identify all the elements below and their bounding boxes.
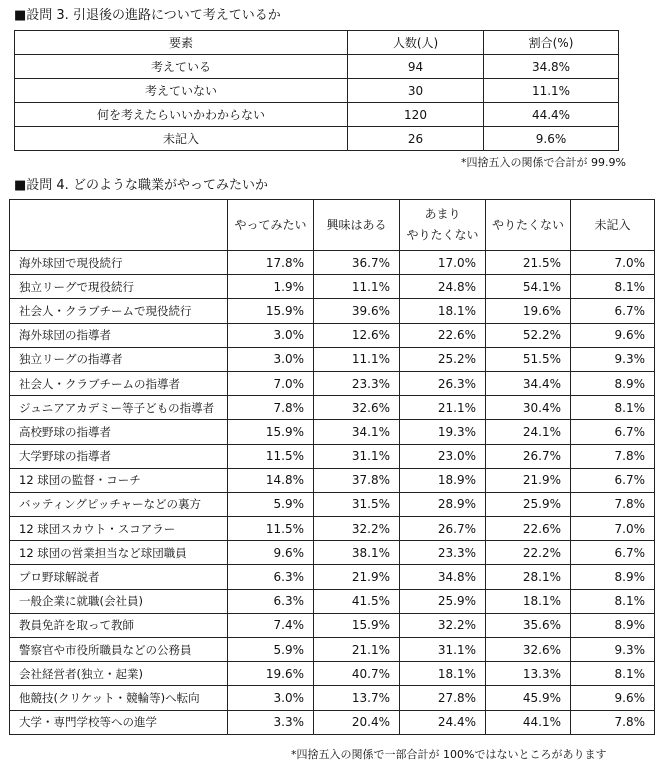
row-label: 大学・専門学校等への進学 <box>10 710 228 734</box>
table-cell: 3.0% <box>228 686 314 710</box>
row-label: 考えていない <box>15 79 348 103</box>
table-row <box>15 103 619 127</box>
table-cell: 31.1% <box>314 444 400 468</box>
table-row <box>15 127 619 151</box>
table-cell: 6.3% <box>228 565 314 589</box>
table-cell: 3.3% <box>228 710 314 734</box>
table-cell: 3.0% <box>228 323 314 347</box>
table-row <box>10 613 655 637</box>
table-header-row <box>10 200 655 251</box>
row-label: 大学野球の指導者 <box>10 444 228 468</box>
table-cell: 7.8% <box>571 492 655 516</box>
table-cell: 22.6% <box>486 517 571 541</box>
table-cell: 9.3% <box>571 638 655 662</box>
table-cell: 18.9% <box>400 468 486 492</box>
table-row <box>10 323 655 347</box>
q4-table-header <box>10 200 655 251</box>
row-label: ジュニアアカデミー等子どもの指導者 <box>10 396 228 420</box>
row-label: 会社経営者(独立・起業) <box>10 662 228 686</box>
column-header-text: やりたくない <box>406 228 479 242</box>
table-cell: 9.3% <box>571 347 655 371</box>
table-cell: 8.9% <box>571 565 655 589</box>
table-cell: 26 <box>348 127 484 151</box>
table-cell: 30 <box>348 79 484 103</box>
table-cell: 34.4% <box>486 371 571 395</box>
column-header: 要素 <box>15 31 348 55</box>
table-cell: 32.6% <box>486 638 571 662</box>
table-cell: 44.4% <box>484 103 619 127</box>
table-cell: 41.5% <box>314 589 400 613</box>
table-row <box>15 79 619 103</box>
row-label: 高校野球の指導者 <box>10 420 228 444</box>
table-row <box>10 565 655 589</box>
table-cell: 15.9% <box>228 420 314 444</box>
table-cell: 7.8% <box>228 396 314 420</box>
table-cell: 11.5% <box>228 517 314 541</box>
table-cell: 11.1% <box>314 347 400 371</box>
table-cell: 6.3% <box>228 589 314 613</box>
row-label: 社会人・クラブチームの指導者 <box>10 371 228 395</box>
table-cell: 9.6% <box>571 686 655 710</box>
q4-heading: ■設問 4. どのような職業がやってみたいか <box>14 178 268 193</box>
table-row <box>10 444 655 468</box>
column-header <box>228 200 314 251</box>
table-cell: 32.2% <box>400 613 486 637</box>
table-cell: 27.8% <box>400 686 486 710</box>
table-cell: 23.3% <box>314 371 400 395</box>
table-cell: 21.1% <box>314 638 400 662</box>
column-header-text: あまり <box>424 207 461 221</box>
table-row <box>10 420 655 444</box>
table-cell: 13.3% <box>486 662 571 686</box>
row-label: 他競技(クリケット・競輪等)へ転向 <box>10 686 228 710</box>
table-cell: 21.9% <box>314 565 400 589</box>
row-label: 海外球団の指導者 <box>10 323 228 347</box>
q4-table-body <box>10 251 655 735</box>
row-label: 警察官や市役所職員などの公務員 <box>10 638 228 662</box>
table-row <box>10 541 655 565</box>
table-cell: 17.0% <box>400 251 486 275</box>
table-row <box>10 347 655 371</box>
row-label: 一般企業に就職(会社員) <box>10 589 228 613</box>
table-row <box>15 55 619 79</box>
table-header-row <box>15 31 619 55</box>
table-row <box>10 468 655 492</box>
row-label: 12 球団の監督・コーチ <box>10 468 228 492</box>
table-row <box>10 686 655 710</box>
q3-footnote: *四捨五入の関係で合計が 99.9% <box>461 156 626 169</box>
table-cell: 30.4% <box>486 396 571 420</box>
table-cell: 19.6% <box>486 299 571 323</box>
table-cell: 18.1% <box>486 589 571 613</box>
table-cell: 12.6% <box>314 323 400 347</box>
table-cell: 44.1% <box>486 710 571 734</box>
table-cell: 25.9% <box>486 492 571 516</box>
row-label: 何を考えたらいいかわからない <box>15 103 348 127</box>
table-cell: 28.9% <box>400 492 486 516</box>
table-cell: 39.6% <box>314 299 400 323</box>
column-header: 割合(%) <box>484 31 619 55</box>
table-row <box>10 299 655 323</box>
table-cell: 20.4% <box>314 710 400 734</box>
table-cell: 51.5% <box>486 347 571 371</box>
table-cell: 8.9% <box>571 371 655 395</box>
table-cell: 23.3% <box>400 541 486 565</box>
row-label: 12 球団スカウト・スコアラー <box>10 517 228 541</box>
table-cell: 8.1% <box>571 589 655 613</box>
q3-heading: ■設問 3. 引退後の進路について考えているか <box>14 8 281 23</box>
column-header-text: やりたくない <box>491 217 564 232</box>
table-cell: 40.7% <box>314 662 400 686</box>
column-header <box>571 200 655 251</box>
table-cell: 19.6% <box>228 662 314 686</box>
table-cell: 38.1% <box>314 541 400 565</box>
table-row <box>10 492 655 516</box>
table-row <box>10 638 655 662</box>
table-cell: 9.6% <box>484 127 619 151</box>
table-cell: 15.9% <box>314 613 400 637</box>
table-cell: 35.6% <box>486 613 571 637</box>
table-cell: 3.0% <box>228 347 314 371</box>
table-cell: 11.1% <box>484 79 619 103</box>
table-cell: 9.6% <box>571 323 655 347</box>
table-cell: 34.1% <box>314 420 400 444</box>
table-cell: 7.8% <box>571 710 655 734</box>
column-header <box>486 200 571 251</box>
table-cell: 24.1% <box>486 420 571 444</box>
table-cell: 22.2% <box>486 541 571 565</box>
table-cell: 36.7% <box>314 251 400 275</box>
table-cell: 21.5% <box>486 251 571 275</box>
table-cell: 18.1% <box>400 299 486 323</box>
q3-table-body <box>15 55 619 151</box>
table-row <box>10 662 655 686</box>
table-cell: 7.0% <box>571 251 655 275</box>
table-cell: 6.7% <box>571 468 655 492</box>
table-cell: 9.6% <box>228 541 314 565</box>
table-cell: 15.9% <box>228 299 314 323</box>
column-header <box>400 200 486 251</box>
table-cell: 23.0% <box>400 444 486 468</box>
row-label: 未記入 <box>15 127 348 151</box>
column-header <box>314 200 400 251</box>
table-cell: 31.1% <box>400 638 486 662</box>
table-cell: 5.9% <box>228 638 314 662</box>
table-cell: 45.9% <box>486 686 571 710</box>
table-cell: 18.1% <box>400 662 486 686</box>
table-cell: 28.1% <box>486 565 571 589</box>
table-row <box>10 517 655 541</box>
table-cell: 26.7% <box>486 444 571 468</box>
table-cell: 21.9% <box>486 468 571 492</box>
table-cell: 6.7% <box>571 420 655 444</box>
table-cell: 17.8% <box>228 251 314 275</box>
table-cell: 11.1% <box>314 275 400 299</box>
table-cell: 21.1% <box>400 396 486 420</box>
table-cell: 120 <box>348 103 484 127</box>
column-header-text: やってみたい <box>234 217 307 232</box>
row-label: 独立リーグで現役続行 <box>10 275 228 299</box>
q3-table <box>14 30 619 151</box>
table-cell: 32.6% <box>314 396 400 420</box>
q4-table <box>9 199 655 735</box>
row-label: 独立リーグの指導者 <box>10 347 228 371</box>
table-cell: 7.8% <box>571 444 655 468</box>
table-cell: 25.2% <box>400 347 486 371</box>
row-label: 教員免許を取って教師 <box>10 613 228 637</box>
table-cell: 1.9% <box>228 275 314 299</box>
table-cell: 94 <box>348 55 484 79</box>
table-cell: 13.7% <box>314 686 400 710</box>
table-cell: 5.9% <box>228 492 314 516</box>
table-cell: 26.7% <box>400 517 486 541</box>
row-label: バッティングピッチャーなどの裏方 <box>10 492 228 516</box>
table-cell: 26.3% <box>400 371 486 395</box>
row-label: 考えている <box>15 55 348 79</box>
table-cell: 37.8% <box>314 468 400 492</box>
table-cell: 52.2% <box>486 323 571 347</box>
table-row <box>10 275 655 299</box>
table-cell: 7.0% <box>228 371 314 395</box>
row-label: 12 球団の営業担当など球団職員 <box>10 541 228 565</box>
table-cell: 24.4% <box>400 710 486 734</box>
table-cell: 19.3% <box>400 420 486 444</box>
table-cell: 14.8% <box>228 468 314 492</box>
column-header-text: 未記入 <box>594 217 631 232</box>
table-row <box>10 589 655 613</box>
table-cell: 7.0% <box>571 517 655 541</box>
table-cell: 34.8% <box>484 55 619 79</box>
table-cell: 32.2% <box>314 517 400 541</box>
column-header: 人数(人) <box>348 31 484 55</box>
table-row <box>10 396 655 420</box>
table-cell: 34.8% <box>400 565 486 589</box>
table-cell: 54.1% <box>486 275 571 299</box>
row-label: 海外球団で現役続行 <box>10 251 228 275</box>
table-cell: 24.8% <box>400 275 486 299</box>
row-label: プロ野球解説者 <box>10 565 228 589</box>
q4-footnote: *四捨五入の関係で一部合計が 100%ではないところがあります <box>291 748 607 761</box>
table-cell: 8.1% <box>571 396 655 420</box>
table-cell: 25.9% <box>400 589 486 613</box>
corner-cell <box>10 200 228 251</box>
table-cell: 6.7% <box>571 541 655 565</box>
table-row <box>10 251 655 275</box>
q3-table-header <box>15 31 619 55</box>
table-cell: 8.9% <box>571 613 655 637</box>
table-cell: 22.6% <box>400 323 486 347</box>
table-cell: 31.5% <box>314 492 400 516</box>
table-cell: 8.1% <box>571 662 655 686</box>
table-cell: 7.4% <box>228 613 314 637</box>
column-header-text: 興味はある <box>326 217 387 232</box>
table-cell: 8.1% <box>571 275 655 299</box>
table-row <box>10 710 655 734</box>
table-cell: 6.7% <box>571 299 655 323</box>
table-row <box>10 371 655 395</box>
table-cell: 11.5% <box>228 444 314 468</box>
row-label: 社会人・クラブチームで現役続行 <box>10 299 228 323</box>
